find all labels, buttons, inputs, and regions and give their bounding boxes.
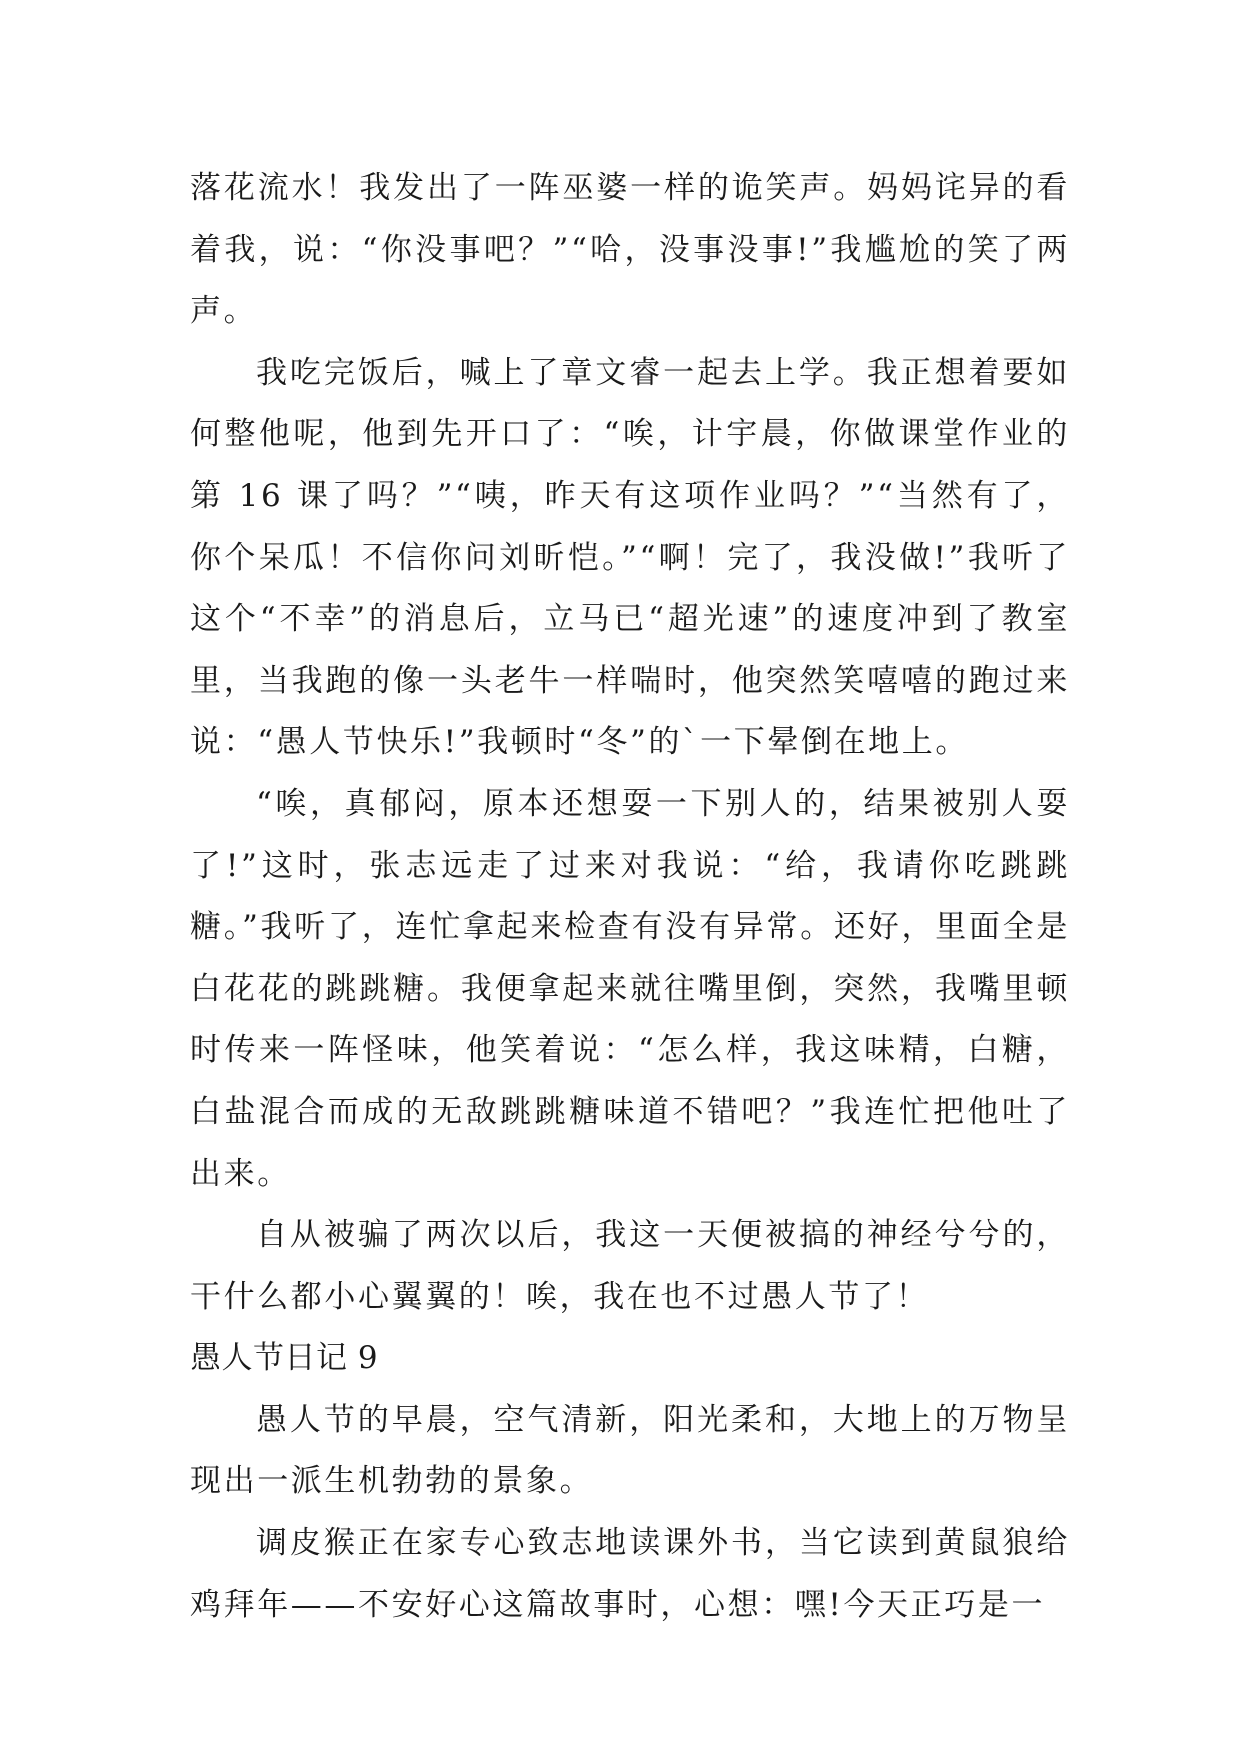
paragraph-monkey-reading: 调皮猴正在家专心致志地读课外书，当它读到黄鼠狼给鸡拜年——不安好心这篇故事时，心想：嘿!今天正巧是一 xyxy=(190,1525,1070,1623)
paragraph-morning: 愚人节的早晨，空气清新，阳光柔和，大地上的万物呈现出一派生机勃勃的景象。 xyxy=(190,1401,1070,1500)
document-body xyxy=(190,158,1070,1636)
paragraph-popping-candy: “唉，真郁闷，原本还想耍一下别人的，结果被别人耍了!”这时，张志远走了过来对我说：“给，我请你吃跳跳糖。”我听了，连忙拿起来检查有没有异常。还好，里面全是白花花的跳跳糖。我便拿起来就往嘴里倒，突然，我嘴里顿时传来一阵怪味，他笑着说：“怎么样，我这味精，白糖，白盐混合而成的无敌跳跳糖味道不错吧？”我连忙把他吐了出来。 xyxy=(190,785,1070,1192)
paragraph-walk-to-school: 我吃完饭后，喊上了章文睿一起去上学。我正想着要如何整他呢，他到先开口了：“唉，计宇晨，你做课堂作业的第 16 课了吗？”“咦，昨天有这项作业吗？”“当然有了，你个呆瓜！不信你问刘昕恺。”“啊！完了，我没做!”我听了这个“不幸”的消息后，立马已“超光速”的速度冲到了教室里，当我跑的像一头老牛一样喘时，他突然笑嘻嘻的跑过来说：“愚人节快乐!”我顿时“冬”的`一下晕倒在地上。 xyxy=(190,354,1070,761)
section-heading: 愚人节日记 9 xyxy=(190,1340,379,1377)
paragraph-conclusion: 自从被骗了两次以后，我这一天便被搞的神经兮兮的，干什么都小心翼翼的！唉，我在也不过愚人节了！ xyxy=(190,1217,1070,1315)
paragraph-continuation: 落花流水！我发出了一阵巫婆一样的诡笑声。妈妈诧异的看着我，说：“你没事吧？”“哈，没事没事!”我尴尬的笑了两声。 xyxy=(190,170,1070,330)
